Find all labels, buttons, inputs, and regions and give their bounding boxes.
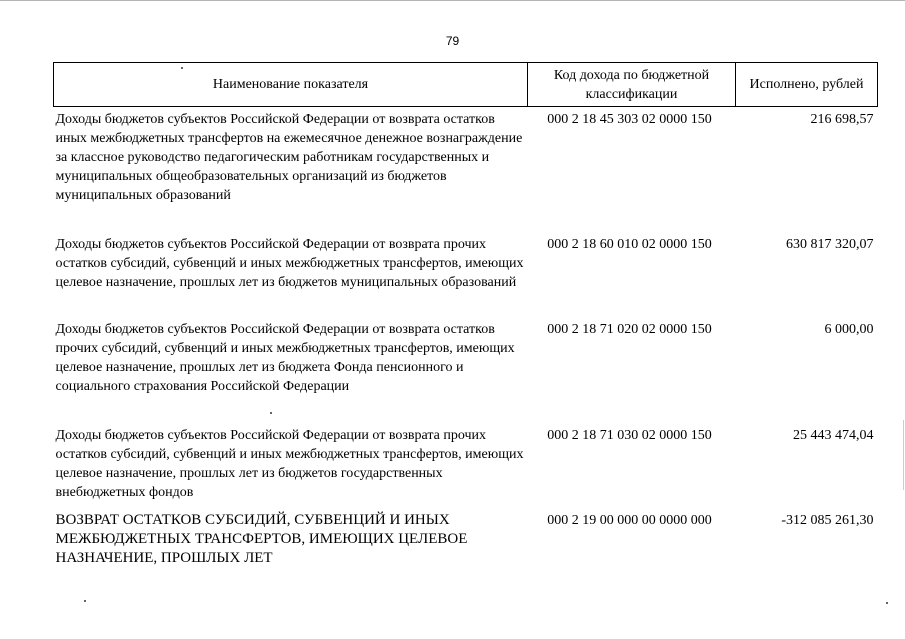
row-amount: 630 817 320,07 bbox=[786, 237, 874, 252]
row-code: 000 2 18 60 010 02 0000 150 bbox=[547, 237, 712, 252]
table-row bbox=[54, 107, 878, 235]
row-amount: 25 443 474,04 bbox=[793, 428, 874, 443]
scan-speck bbox=[84, 600, 86, 602]
row-code: 000 2 18 45 303 02 0000 150 bbox=[547, 112, 712, 127]
scan-speck bbox=[270, 412, 272, 414]
page-number: 79 bbox=[445, 34, 460, 48]
row-name: Доходы бюджетов субъектов Российской Федерации от возврата прочих остатков субсидий, субвенций и иных межбюджетных трансфертов, имеющих целевое назначение, прошлых лет из бюджетов государственных внебюджетных фондов bbox=[55, 428, 524, 500]
row-amount: 216 698,57 bbox=[810, 112, 874, 127]
table-row bbox=[54, 510, 878, 571]
table-row bbox=[54, 234, 878, 319]
top-rule bbox=[0, 0, 905, 1]
table-row bbox=[54, 424, 878, 510]
header-amount: Исполнено, рублей bbox=[736, 63, 878, 107]
header-name: Наименование показателя bbox=[54, 63, 528, 107]
scan-speck bbox=[181, 67, 183, 69]
row-amount: 6 000,00 bbox=[824, 322, 874, 337]
scan-speck bbox=[886, 602, 888, 604]
table-row bbox=[54, 319, 878, 424]
row-name: ВОЗВРАТ ОСТАТКОВ СУБСИДИЙ, СУБВЕНЦИЙ И ИНЫХ МЕЖБЮДЖЕТНЫХ ТРАНСФЕРТОВ, ИМЕЮЩИХ ЦЕЛЕВОЕ НАЗНАЧЕНИЕ, ПРОШЛЫХ ЛЕТ bbox=[55, 512, 468, 566]
header-code: Код дохода по бюджетной классификации bbox=[528, 63, 736, 107]
row-name: Доходы бюджетов субъектов Российской Федерации от возврата остатков прочих субсидий, субвенций и иных межбюджетных трансфертов, имеющих целевое назначение, прошлых лет из бюджета Фонда пенсионного и социального страхования Российской Федерации bbox=[55, 322, 515, 394]
row-name: Доходы бюджетов субъектов Российской Федерации от возврата остатков иных межбюджетных трансфертов на ежемесячное денежное вознаграждение за классное руководство педагогическим работникам государственных и муниципальных общеобразовательных организаций из бюджетов муниципальных образований bbox=[55, 112, 523, 203]
row-code: 000 2 18 71 030 02 0000 150 bbox=[547, 428, 712, 443]
table-header-row bbox=[54, 63, 878, 107]
scan-edge bbox=[903, 420, 904, 490]
row-name: Доходы бюджетов субъектов Российской Федерации от возврата прочих остатков субсидий, субвенций и иных межбюджетных трансфертов, имеющих целевое назначение, прошлых лет из бюджетов муниципальных образований bbox=[55, 237, 524, 290]
row-code: 000 2 18 71 020 02 0000 150 bbox=[547, 322, 712, 337]
row-code: 000 2 19 00 000 00 0000 000 bbox=[547, 513, 712, 528]
report-table bbox=[53, 62, 878, 571]
row-amount: -312 085 261,30 bbox=[781, 513, 874, 528]
